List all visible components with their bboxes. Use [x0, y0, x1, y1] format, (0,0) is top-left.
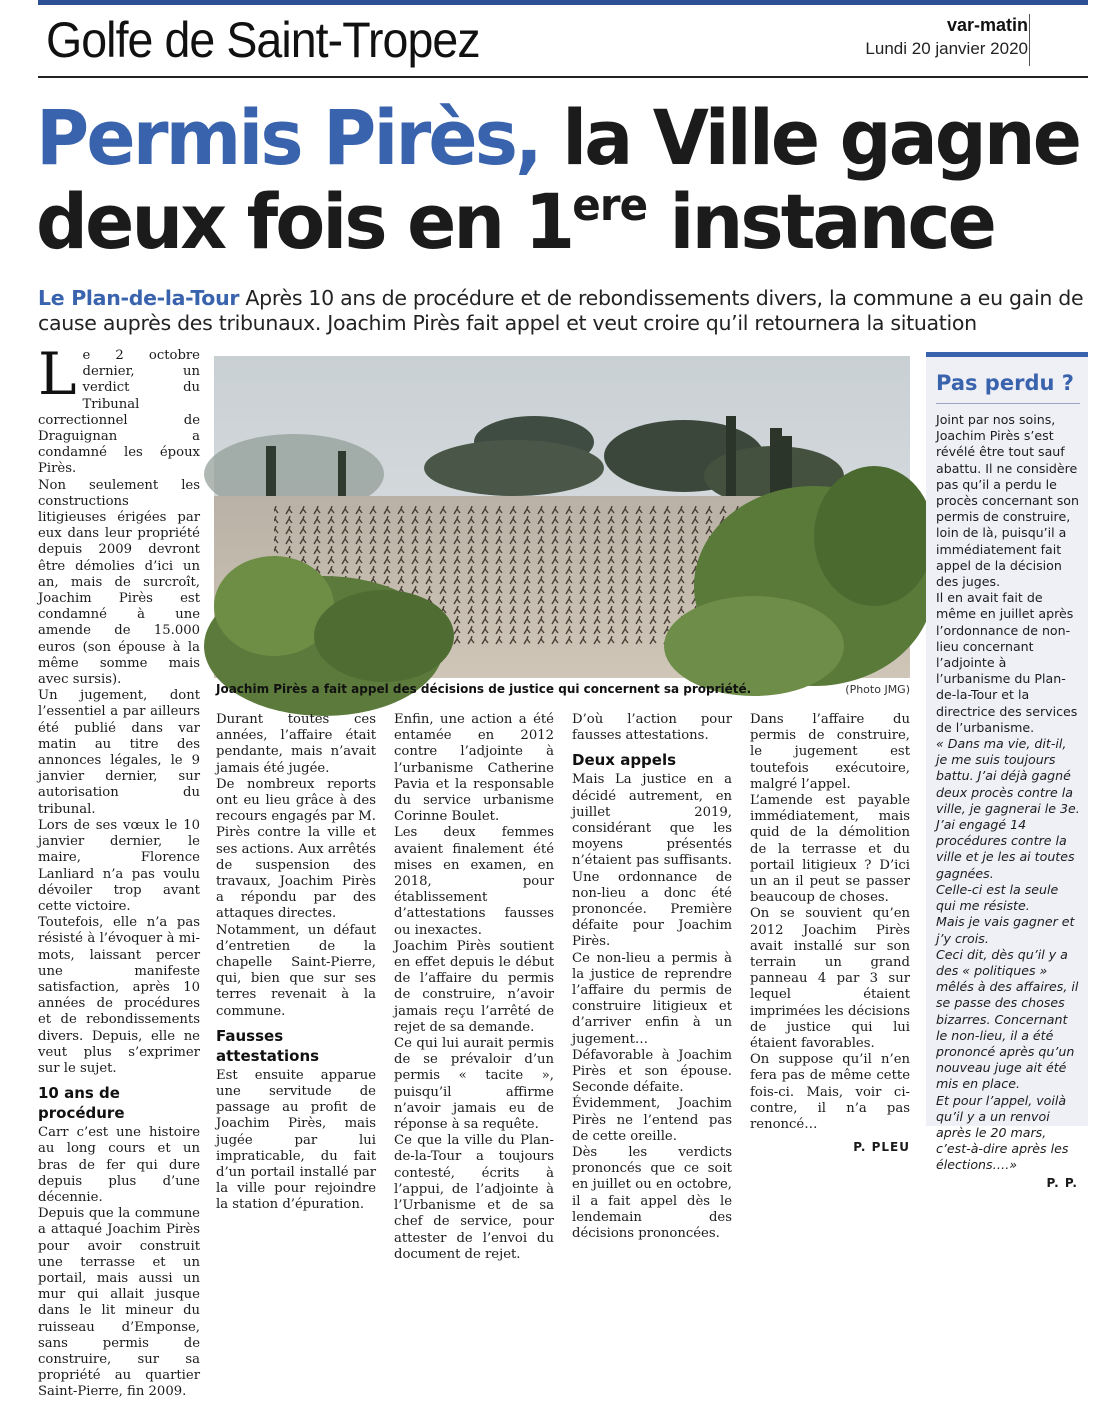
article-paragraph: L’amende est payable immédiatement, mais quid de la démolition de la terrasse et du portail litigieux ? D’ici un an il peut se passer beaucoup de choses.	[750, 793, 910, 906]
article-paragraph: Mais La justice en a décidé autrement, en juillet 2019, considérant que les moyens présentés n’étaient pas suffisants. Une ordonnance de non-lieu a donc été prononcée. Première défaite pour Joachim Pirès.	[572, 772, 732, 950]
vineyard-photo	[214, 356, 910, 678]
article-paragraph: De nombreux reports ont eu lieu grâce à des recours engagés par M. Pirès contre la ville et ses actions. Aux arrêtés de suspension des travaux, Joachim Pirès a répondu par des attaques directes.	[216, 776, 376, 922]
article-paragraph: Est ensuite apparue une servitude de passage au profit de Joachim Pirès, mais jugée par lui impraticable, du fait d’un portail installé par la ville pour rejoindre la station d’épuration.	[216, 1067, 376, 1213]
standfirst-text: Après 10 ans de procédure et de rebondissements divers, la commune a eu gain de cause auprès des tribunaux. Joachim Pirès fait appel et veut croire qu’il retournera la situation	[38, 286, 1084, 335]
headline	[36, 93, 1096, 266]
sidebar-quote	[936, 914, 1080, 946]
article-paragraph: Carr c’est une histoire au long cours et un bras de fer qui dure depuis plus d’une décennie.	[38, 1125, 200, 1205]
sidebar-quote-text: Mais je vais gagner et j’y crois.	[936, 914, 1075, 946]
sidebar-quote	[936, 736, 1080, 882]
sidebar-quote-text: Ceci dit, dès qu’il y a des « politiques » mêlés à des affaires, il se passe des choses bizarres. Concernant le non-lieu, il a été prononcé après qu’un nouveau juge ait été mis en place.	[936, 946, 1079, 1092]
article-paragraph: On se souvient qu’en 2012 Joachim Pirès avait installé sur son terrain un grand panneau 4 par 3 sur lequel étaient imprimées les décisions de justice qui lui étaient favorables.	[750, 906, 910, 1052]
sidebar-divider	[936, 403, 1080, 404]
sidebar-quote	[936, 1093, 1080, 1174]
article-paragraph: Lors de ses vœux le 10 janvier dernier, le maire, Florence Lanliard n’a pas voulu dévoiler trop avant cette victoire.	[38, 817, 200, 914]
photo-caption	[216, 682, 910, 700]
section-title: Golfe de Saint-Tropez	[46, 12, 480, 68]
article-paragraph: Dans l’affaire du permis de construire, le jugement est toutefois exécutoire, malgré l’appel.	[750, 712, 910, 792]
article-paragraph: Toutefois, elle n’a pas résisté à l’évoquer à mi-mots, laissant percer une manifeste satisfaction, après 10 années de procédures et de rebondissements divers. Depuis, elle ne veut plus s’exprimer sur le sujet.	[38, 915, 200, 1076]
article-text: e 2 octobre dernier, un verdict du Tribunal correctionnel de Draguignan a condamné les époux Pirès.	[38, 348, 200, 477]
article-column-1	[38, 340, 200, 1400]
article-column-4	[572, 712, 732, 1242]
header-rule	[38, 76, 1088, 78]
sidebar-signature: P. P.	[1046, 1175, 1078, 1190]
article-paragraph: Durant toutes ces années, l’affaire était pendante, mais n’avait jamais été jugée.	[216, 712, 376, 776]
standfirst	[38, 286, 1098, 336]
drop-cap: L	[38, 340, 77, 408]
headline-blue-part: Permis Pirès,	[36, 93, 540, 182]
article-column-5	[750, 712, 910, 1155]
headline-superscript: ere	[572, 180, 648, 231]
standfirst-location: Le Plan-de-la-Tour	[38, 286, 240, 310]
article-paragraph	[38, 340, 200, 478]
vineyard-photo-illustration	[214, 356, 910, 678]
article-paragraph: Évidemment, Joachim Pirès ne l’entend pas de cette oreille.	[572, 1096, 732, 1144]
sidebar-paragraph: Joint par nos soins, Joachim Pirès s’est révélé être tout sauf abattu. Il ne considère pas qu’il a perdu le procès concernant son permis de construire, loin de là, puisqu’il a immédiatement fait appel de la décision des juges.	[936, 412, 1079, 590]
article-paragraph: Enfin, une action a été entamée en 2012 contre l’adjointe à l’urbanisme Catherine Pavia et la responsable du service urbanisme Corinne Boulet.	[394, 712, 554, 825]
headline-line-1	[36, 93, 1080, 182]
article-column-3	[394, 712, 554, 1262]
sidebar-paragraph: Il en avait fait de même en juillet après l’ordonnance de non-lieu concernant l’adjointe à l’urbanisme du Plan-de-la-Tour et la directrice des services de l’urbanisme.	[936, 590, 1078, 735]
sidebar-box	[926, 352, 1088, 1190]
article-paragraph: Un jugement, dont l’essentiel a par ailleurs été publié dans var matin au titre des annonces légales, le 9 janvier dernier, sur autorisation du tribunal.	[38, 688, 200, 817]
article-paragraph: Les deux femmes avaient finalement été mises en examen, en 2018, pour établissement d’attestations fausses ou inexactes.	[394, 825, 554, 938]
sidebar-title: Pas perdu ?	[936, 371, 1074, 395]
photo-credit: (Photo JMG)	[845, 683, 910, 696]
subheading-procedure: 10 ans de procédure	[38, 1084, 125, 1123]
headline-line2-start: deux fois en 1	[36, 177, 573, 266]
article-paragraph: D’où l’action pour fausses attestations.	[572, 712, 732, 744]
paper-name: var-matin	[946, 15, 1028, 35]
sidebar-quote	[936, 947, 1080, 1093]
sidebar-quote-text: « Dans ma vie, dit-il, je me suis toujours battu. J’ai déjà gagné deux procès contre la ville, je gagnerai le 3e. J’ai engagé 14 procédures contre la ville et je les ai toutes gagnées.	[936, 736, 1080, 881]
article-paragraph: Non seulement les constructions litigieuses érigées par eux dans leur propriété depuis 2009 devront être démolies d’ici un an, mais de surcroît, Joachim Pirès est condamné à une amende de 15.000 euros (son épouse à la même somme mais avec sursis).	[38, 477, 200, 688]
article-paragraph: Notamment, un défaut d’entretien de la chapelle Saint-Pierre, qui, bien que sur ses terres revenait à la commune.	[216, 922, 376, 1019]
headline-rest: la Ville gagne	[562, 93, 1080, 182]
sidebar-quote-text: Celle-ci est la seule qui me résiste.	[936, 881, 1059, 914]
sidebar-body	[926, 412, 1088, 1174]
sidebar-quote	[936, 882, 1080, 914]
article-paragraph: Joachim Pirès soutient en effet depuis le début de l’affaire du permis de construire, n’avoir jamais reçu l’arrêté de rejet de sa demande.	[394, 938, 554, 1035]
article-paragraph: Ce qui lui aurait permis de se prévaloir d’un permis « tacite », puisqu’il affirme n’avoir jamais eu de réponse à sa requête.	[394, 1036, 554, 1133]
article-paragraph: Ce que la ville du Plan-de-la-Tour a toujours contesté, écrits à l’appui, de l’adjointe à l’Urbanisme et de sa chef de service, pour attester de l’envoi du document de rejet.	[394, 1133, 554, 1262]
subheading-fausses-attestations: Fausses attestations	[216, 1026, 320, 1065]
article-paragraph: Ce non-lieu a permis à la justice de reprendre l’affaire du permis de construire litigieux et d’arriver enfin à un jugement… Défavorable à Joachim Pirès et son épouse. Seconde défaite.	[572, 950, 732, 1096]
article-paragraph: Depuis que la commune a attaqué Joachim Pirès pour avoir construit une terrasse et un portail, mais aussi un mur qui allait jusque dans le lit mineur du ruisseau d’Emponse, sans permis de construire, sur sa propriété au quartier Saint-Pierre, fin 2009.	[38, 1206, 200, 1400]
article-column-2	[216, 712, 376, 1213]
headline-line2-end: instance	[669, 177, 994, 266]
article-paragraph: On suppose qu’il n’en fera pas de même cette fois-ci. Mais, voir ci-contre, il n’a pas renoncé…	[750, 1052, 910, 1133]
photo-caption-text: Joachim Pirès a fait appel des décisions de justice qui concernent sa propriété.	[216, 682, 752, 696]
subheading-deux-appels: Deux appels	[572, 751, 677, 770]
top-accent-bar	[38, 0, 1088, 5]
author-signature: P. PLEU	[853, 1140, 910, 1155]
sidebar-quote-text: Et pour l’appel, voilà qu’il y a un renvoi après le 20 mars, c’est-à-dire après les élections….»	[936, 1092, 1069, 1173]
headline-line-2	[36, 177, 1048, 266]
issue-date: Lundi 20 janvier 2020	[865, 39, 1028, 58]
masthead-divider	[1029, 14, 1030, 66]
masthead	[808, 14, 1028, 60]
article-paragraph: Dès les verdicts prononcés que ce soit en juillet ou en octobre, il a fait appel dès le lendemain des décisions prononcées.	[572, 1145, 732, 1242]
